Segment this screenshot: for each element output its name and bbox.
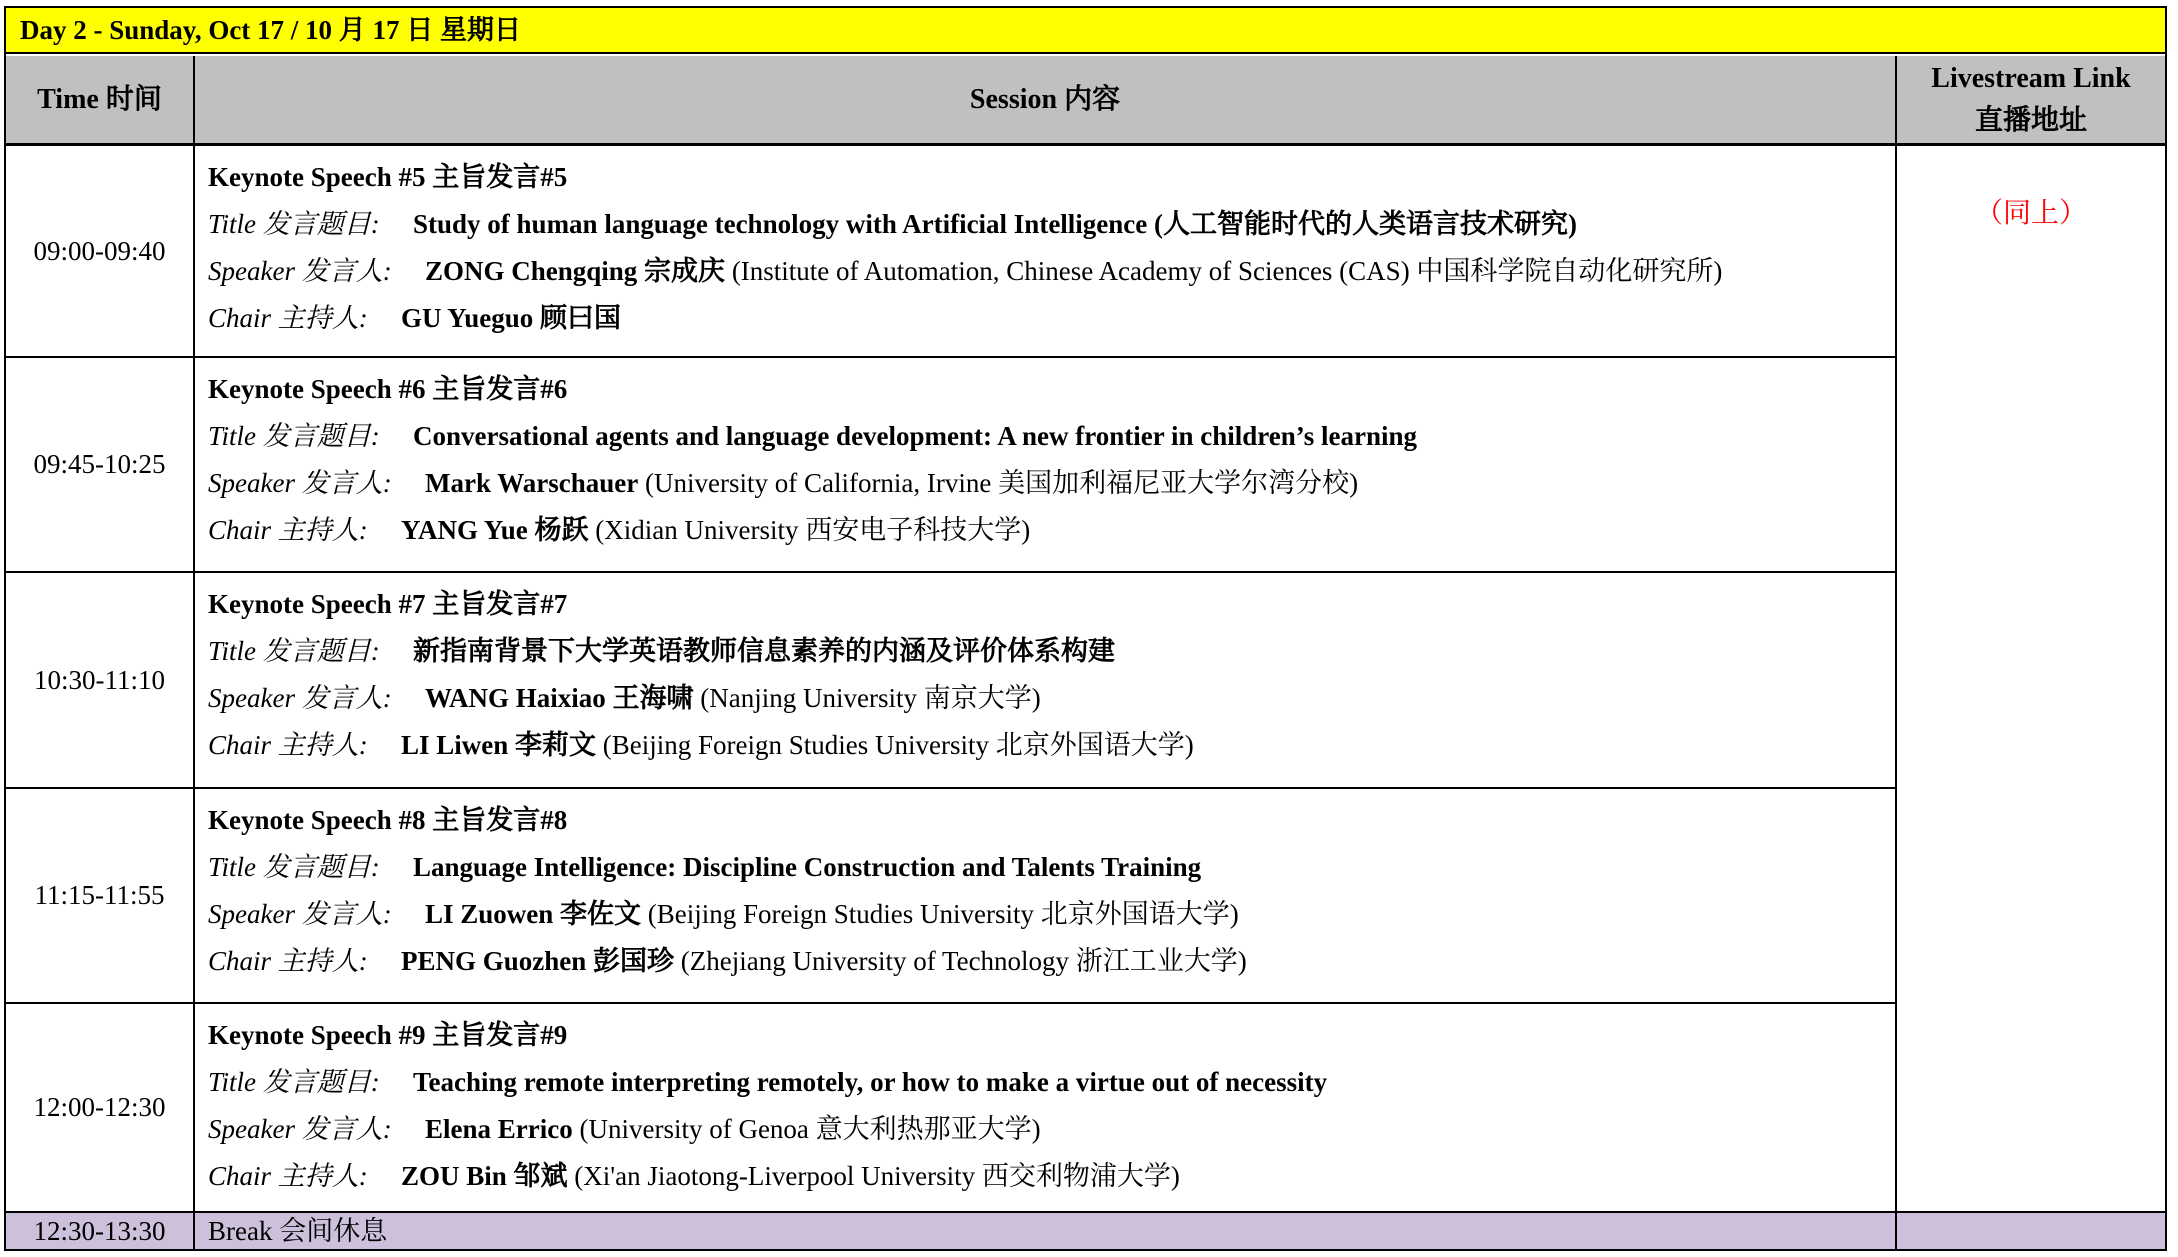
speaker-line [208, 254, 1722, 288]
break-top-rule [6, 1211, 2165, 1213]
keynote-heading: Keynote Speech #6 主旨发言#6 [208, 374, 568, 404]
speaker-line [208, 897, 1239, 931]
chair-label: Chair 主持人: [208, 730, 368, 760]
chair-label: Chair 主持人: [208, 1161, 368, 1191]
speaker-label: Speaker 发言人: [208, 468, 392, 498]
speaker-affiliation: (Beijing Foreign Studies University 北京外国语大学) [647, 899, 1239, 929]
speaker-affiliation: (University of California, Irvine 美国加利福尼亚大学尔湾分校) [644, 468, 1359, 498]
chair-line [208, 1159, 1180, 1193]
col-divider-2 [1895, 56, 1897, 1249]
session-title: 新指南背景下大学英语教师信息素养的内涵及评价体系构建 [413, 636, 1115, 666]
title-line [208, 1065, 1327, 1099]
chair-label: Chair 主持人: [208, 515, 368, 545]
chair-name: ZOU Bin 邹斌 [401, 1161, 568, 1191]
keynote-heading: Keynote Speech #9 主旨发言#9 [208, 1020, 568, 1050]
speaker-label: Speaker 发言人: [208, 899, 392, 929]
speaker-name: LI Zuowen 李佐文 [425, 899, 642, 929]
speaker-label: Speaker 发言人: [208, 683, 392, 713]
speaker-name: Elena Errico [425, 1114, 573, 1144]
chair-name: LI Liwen 李莉文 [401, 730, 597, 760]
chair-label: Chair 主持人: [208, 303, 368, 333]
chair-line [208, 301, 621, 335]
title-line [208, 419, 1417, 453]
chair-affiliation: (Beijing Foreign Studies University 北京外国语大学) [602, 730, 1194, 760]
session-time: 09:45-10:25 [33, 449, 166, 479]
session-time: 11:15-11:55 [34, 880, 165, 910]
header-livestream [1897, 56, 2165, 143]
header-session [195, 56, 1895, 143]
title-label: Title 发言题目: [208, 852, 380, 882]
keynote-heading: Keynote Speech #5 主旨发言#5 [208, 162, 568, 192]
speaker-label: Speaker 发言人: [208, 256, 392, 286]
title-line [208, 207, 1577, 241]
header-time [6, 56, 193, 143]
speaker-affiliation: (Nanjing University 南京大学) [700, 683, 1041, 713]
livestream-note: （同上） [1974, 198, 2087, 229]
title-label: Title 发言题目: [208, 421, 380, 451]
session-title: Conversational agents and language development: A new frontier in children’s learning [413, 421, 1418, 451]
speaker-name: WANG Haixiao 王海啸 [425, 683, 694, 713]
session-cell [195, 358, 1895, 571]
chair-name: GU Yueguo 顾曰国 [401, 303, 622, 333]
speaker-name: Mark Warschauer [425, 468, 639, 498]
speaker-affiliation: (University of Genoa 意大利热那亚大学) [579, 1114, 1041, 1144]
title-line [208, 634, 1115, 668]
title-label: Title 发言题目: [208, 1067, 380, 1097]
session-time: 12:00-12:30 [33, 1092, 166, 1122]
schedule-table [4, 6, 2167, 1251]
day-banner: Day 2 - Sunday, Oct 17 / 10 月 17 日 星期日 [6, 8, 2165, 54]
chair-label: Chair 主持人: [208, 946, 368, 976]
keynote-heading: Keynote Speech #7 主旨发言#7 [208, 589, 568, 619]
header-livestream-line1: Livestream Link [1931, 62, 2131, 94]
col-divider-1 [193, 56, 195, 1249]
speaker-label: Speaker 发言人: [208, 1114, 392, 1144]
speaker-name: ZONG Chengqing 宗成庆 [425, 256, 726, 286]
keynote-heading: Keynote Speech #8 主旨发言#8 [208, 805, 568, 835]
title-label: Title 发言题目: [208, 209, 380, 239]
header-time-label: Time 时间 [37, 83, 162, 115]
break-label: Break 会间休息 [208, 1216, 388, 1246]
session-cell [195, 573, 1895, 787]
header-livestream-line2: 直播地址 [1974, 104, 2087, 136]
chair-line [208, 513, 1030, 547]
session-cell [195, 789, 1895, 1002]
session-title: Language Intelligence: Discipline Construction and Talents Training [413, 852, 1202, 882]
chair-affiliation: (Xidian University 西安电子科技大学) [595, 515, 1031, 545]
speaker-line [208, 466, 1358, 500]
session-cell [195, 146, 1895, 356]
session-title: Teaching remote interpreting remotely, or how to make a virtue out of necessity [413, 1067, 1328, 1097]
speaker-line [208, 1112, 1041, 1146]
session-time: 09:00-09:40 [33, 235, 166, 266]
speaker-line [208, 681, 1041, 715]
speaker-affiliation: (Institute of Automation, Chinese Academy of Sciences (CAS) 中国科学院自动化研究所) [731, 256, 1723, 286]
title-line [208, 850, 1201, 884]
session-title: Study of human language technology with Artificial Intelligence (人工智能时代的人类语言技术研究) [413, 209, 1578, 239]
break-label-cell [195, 1213, 1895, 1249]
header-session-label: Session 内容 [969, 83, 1121, 115]
session-time: 10:30-11:10 [34, 664, 165, 695]
chair-affiliation: (Zhejiang University of Technology 浙江工业大学) [680, 946, 1247, 976]
chair-affiliation: (Xi'an Jiaotong-Liverpool University 西交利物浦大学) [574, 1161, 1180, 1191]
title-label: Title 发言题目: [208, 636, 380, 666]
chair-line [208, 944, 1247, 978]
chair-name: PENG Guozhen 彭国珍 [401, 946, 675, 976]
chair-name: YANG Yue 杨跃 [401, 515, 589, 545]
session-cell [195, 1004, 1895, 1211]
break-time: 12:30-13:30 [33, 1215, 166, 1246]
chair-line [208, 728, 1194, 762]
